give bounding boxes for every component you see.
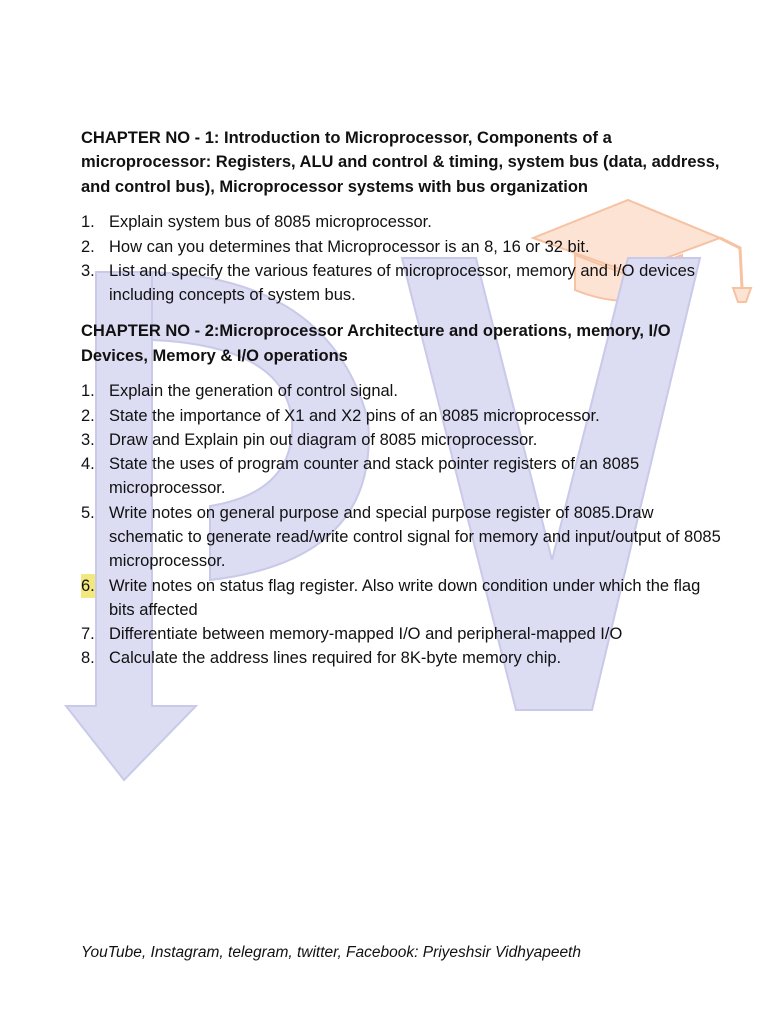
item-text: State the uses of program counter and stack pointer registers of an 8085 microprocessor.	[109, 455, 640, 498]
list-item	[81, 235, 721, 259]
item-text: State the importance of X1 and X2 pins of an 8085 microprocessor.	[109, 406, 600, 425]
item-number: 5.	[81, 503, 95, 522]
list-item	[81, 501, 721, 574]
highlighted-item-number: 6.	[81, 574, 95, 598]
item-number: 4.	[81, 455, 95, 474]
item-number: 2.	[81, 406, 95, 425]
item-text: Draw and Explain pin out diagram of 8085 microprocessor.	[109, 430, 538, 449]
chapter-1-title: CHAPTER NO - 1: Introduction to Microprocessor, Components of a microprocessor: Registers, ALU and control & timing, system bus (data, address, and control bus), Microprocessor systems with bus organization	[81, 129, 720, 196]
item-text: List and specify the various features of microprocessor, memory and I/O devices including concepts of system bus.	[109, 261, 696, 305]
chapter-2-title: CHAPTER NO - 2:Microprocessor Architecture and operations, memory, I/O Devices, Memory & I/O operations	[81, 322, 671, 365]
item-number: 1.	[81, 382, 95, 401]
item-text: Explain the generation of control signal.	[109, 382, 398, 401]
item-number: 2.	[81, 237, 95, 256]
list-item	[81, 574, 721, 623]
list-item	[81, 428, 721, 452]
item-number: 3.	[81, 261, 95, 280]
social-footer: YouTube, Instagram, telegram, twitter, Facebook: Priyeshsir Vidhyapeeth	[81, 944, 581, 961]
chapter-2-section	[81, 319, 721, 670]
item-text: Explain system bus of 8085 microprocessor.	[109, 213, 432, 232]
chapter-1-question-list	[81, 210, 721, 307]
item-text: Calculate the address lines required for 8K-byte memory chip.	[109, 649, 562, 668]
list-item	[81, 646, 721, 670]
chapter-1-section	[81, 126, 721, 307]
item-number: 3.	[81, 430, 95, 449]
item-text: Differentiate between memory-mapped I/O and peripheral-mapped I/O	[109, 625, 623, 644]
item-text: Write notes on general purpose and special purpose register of 8085.Draw schematic to generate read/write control signal for memory and input/output of 8085 microprocessor.	[109, 503, 721, 571]
item-number: 8.	[81, 649, 95, 668]
list-item	[81, 622, 721, 646]
item-number: 1.	[81, 213, 95, 232]
list-item	[81, 210, 721, 234]
item-number: 7.	[81, 625, 95, 644]
document-body	[81, 126, 721, 683]
list-item	[81, 259, 721, 308]
chapter-2-question-list	[81, 379, 721, 671]
list-item	[81, 404, 721, 428]
item-text: Write notes on status flag register. Also write down condition under which the flag bits affected	[109, 576, 701, 619]
item-text: How can you determines that Microprocessor is an 8, 16 or 32 bit.	[109, 237, 590, 256]
list-item	[81, 379, 721, 403]
list-item	[81, 452, 721, 501]
